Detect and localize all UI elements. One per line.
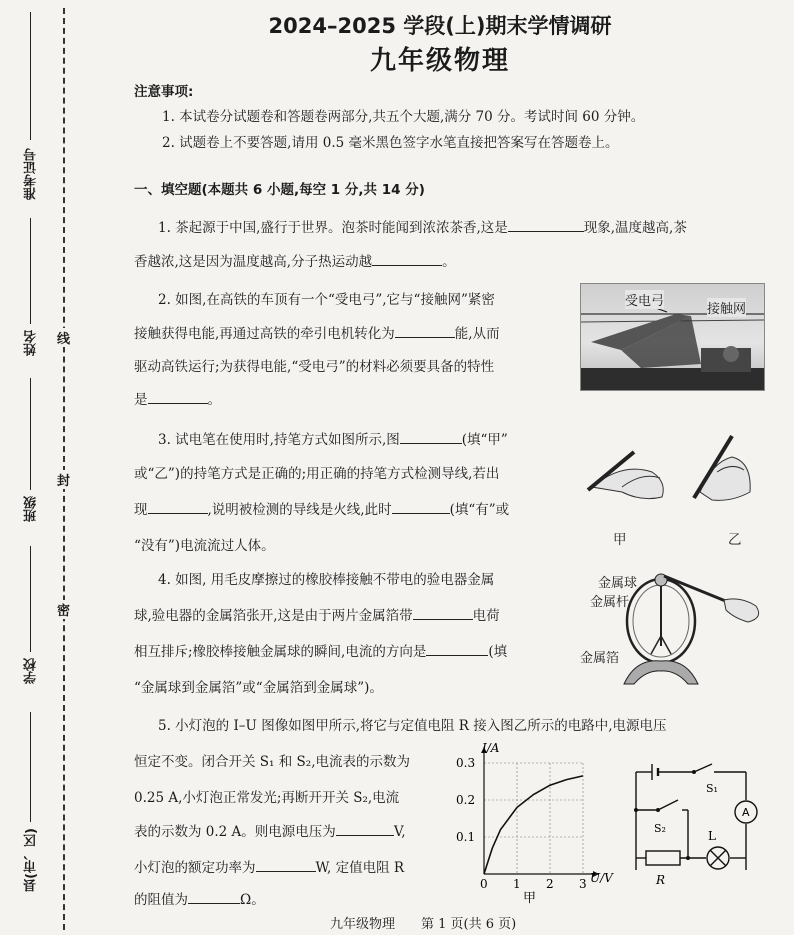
question-5-line-4	[134, 820, 406, 840]
q2-text-4a: 是	[134, 392, 148, 408]
q1-text-d: 。	[442, 254, 456, 270]
q5-text-4b: V,	[393, 824, 406, 840]
q1-text-b: 现象,温度越高,茶	[583, 220, 687, 236]
q3-text-1b: (填“甲”	[461, 432, 508, 448]
cut-line	[63, 8, 65, 930]
subject-title: 九年级物理	[369, 46, 510, 76]
question-3-line-1	[158, 428, 508, 448]
iu-curve	[484, 776, 583, 874]
q5-text-4a: 表的示数为 0.2 A。则电源电压为	[134, 824, 336, 840]
y-tick-label: 0.3	[456, 756, 476, 770]
exam-title: 2024–2025 学段(上)期末学情调研	[268, 14, 612, 38]
question-2-line-4	[134, 388, 221, 408]
chart-caption: 甲	[523, 891, 537, 906]
resistor-label: R	[656, 873, 666, 887]
q4-text-2b: 电荷	[472, 608, 500, 624]
chart-ticks	[456, 756, 587, 891]
seal-char-line: 线	[57, 328, 70, 347]
question-5-line-5	[134, 856, 404, 876]
q2-blank-1[interactable]	[395, 323, 455, 338]
question-5-line-1: 5. 小灯泡的 I–U 图像如图甲所示,将它与定值电阻 R 接入图乙所示的电路中,电源电压	[158, 718, 667, 734]
lamp-label: L	[708, 829, 716, 843]
seal-char-seal: 封	[57, 470, 70, 489]
question-5-line-6	[134, 888, 265, 908]
grip-yi-label: 乙	[728, 532, 742, 548]
class-label: 班级	[24, 496, 39, 522]
q5-blank-2[interactable]	[256, 857, 316, 872]
q5-text-5b: W, 定值电阻 R	[315, 860, 405, 876]
question-4-line-3	[134, 640, 507, 660]
chart-axes	[481, 747, 599, 877]
name-label: 姓名	[24, 330, 39, 356]
switch-s2-label: S₂	[654, 822, 666, 835]
page-footer: 九年级物理 第 1 页(共 6 页)	[330, 917, 517, 932]
q3-text-1a: 3. 试电笔在使用时,持笔方式如图所示,图	[158, 432, 400, 448]
binding-margin	[0, 0, 96, 935]
switch-s1-label: S₁	[706, 782, 718, 795]
grip-jia-drawing	[588, 452, 663, 499]
grip-yi-drawing	[694, 436, 750, 500]
pantograph-label: 受电弓	[625, 290, 664, 309]
q1-text-a: 1. 茶起源于中国,盛行于世界。泡茶时能闻到浓浓茶香,这是	[158, 220, 508, 236]
q1-text-c: 香越浓,这是因为温度越高,分子热运动越	[134, 254, 373, 270]
class-line	[30, 378, 31, 490]
q5-blank-3[interactable]	[188, 889, 240, 904]
y-tick-label: 0.2	[456, 793, 476, 807]
question-2-line-1: 2. 如图,在高铁的车顶有一个“受电弓”,它与“接触网”紧密	[158, 292, 495, 308]
q5-text-6a: 的阻值为	[134, 892, 188, 908]
iu-chart	[448, 740, 620, 906]
grip-jia-label: 甲	[613, 532, 627, 548]
question-4-line-2	[134, 604, 500, 624]
q5-blank-1[interactable]	[336, 821, 394, 836]
question-1-line-2	[134, 250, 456, 270]
q3-text-3a: 现	[134, 502, 148, 518]
q4-text-2a: 球,验电器的金属箔张开,这是由于两片金属箔带	[134, 608, 413, 624]
x-tick-label: 3	[579, 877, 587, 891]
q3-text-3b: ,说明被检测的导线是火线,此时	[207, 502, 392, 518]
school-line	[30, 546, 31, 652]
notes-heading: 注意事项:	[134, 84, 194, 100]
ammeter-label: A	[742, 806, 750, 819]
note-item-2: 2. 试题卷上不要答题,请用 0.5 毫米黑色签字水笔直接把答案写在答题卷上。	[162, 135, 619, 151]
note-item-1: 1. 本试卷分试题卷和答题卷两部分,共五个大题,满分 70 分。考试时间 60 分钟。	[162, 109, 645, 125]
metal-ball-label: 金属球	[598, 576, 638, 591]
y-tick-label: 0.1	[456, 830, 476, 844]
x-tick-label: 2	[546, 877, 554, 891]
circuit-diagram	[628, 760, 758, 900]
test-pen-grip-figures	[582, 432, 772, 522]
metal-foil-label: 金属箔	[580, 651, 620, 666]
q1-blank-1[interactable]	[508, 217, 584, 232]
question-2-line-2	[134, 322, 500, 342]
question-3-line-2: 或“乙”)的持笔方式是正确的;用正确的持笔方式检测导线,若出	[134, 466, 500, 482]
metal-rod-label: 金属杆	[590, 595, 630, 610]
section-heading: 一、填空题(本题共 6 小题,每空 1 分,共 14 分)	[134, 182, 425, 198]
question-3-line-3	[134, 498, 509, 518]
question-3-line-4: “没有”)电流流过人体。	[134, 538, 275, 554]
question-5-line-3: 0.25 A,小灯泡正常发光;再断开开关 S₂,电流	[134, 790, 400, 806]
question-1-line-1	[158, 216, 687, 236]
school-label: 学校	[24, 658, 39, 684]
question-4-line-4: “金属球到金属箔”或“金属箔到金属球”)。	[134, 680, 383, 696]
q2-text-2b: 能,从而	[454, 326, 500, 342]
exam-id-line	[30, 12, 31, 140]
q4-blank-1[interactable]	[413, 605, 473, 620]
q3-blank-3[interactable]	[392, 499, 450, 514]
q2-text-2a: 接触获得电能,再通过高铁的牵引电机转化为	[134, 326, 395, 342]
q4-blank-2[interactable]	[426, 641, 488, 656]
q5-text-6b: Ω。	[240, 892, 265, 908]
q2-text-4b: 。	[207, 392, 221, 408]
q3-blank-1[interactable]	[400, 429, 462, 444]
seal-char-secret: 密	[57, 600, 70, 619]
x-tick-label: 1	[513, 877, 521, 891]
name-line	[30, 218, 31, 324]
question-2-line-3: 驱动高铁运行;为获得电能,“受电弓”的材料必须要具备的特性	[134, 359, 495, 375]
question-4-line-1: 4. 如图, 用毛皮摩擦过的橡胶棒接触不带电的验电器金属	[158, 572, 495, 588]
q2-blank-2[interactable]	[148, 389, 208, 404]
q5-text-5a: 小灯泡的额定功率为	[134, 860, 256, 876]
county-line	[30, 712, 31, 822]
q3-blank-2[interactable]	[148, 499, 208, 514]
chart-x-label: U/V	[590, 871, 613, 885]
q1-blank-2[interactable]	[372, 251, 442, 266]
q4-text-3b: (填	[488, 644, 508, 660]
question-5-line-2: 恒定不变。闭合开关 S₁ 和 S₂,电流表的示数为	[134, 754, 410, 770]
q3-text-3c: (填“有”或	[449, 502, 510, 518]
q4-text-3a: 相互排斥;橡胶棒接触金属球的瞬间,电流的方向是	[134, 644, 427, 660]
x-tick-label: 0	[480, 877, 488, 891]
chart-y-label: I/A	[482, 741, 500, 755]
county-label: 县(市、区)	[24, 828, 39, 892]
exam-id-label: 准考证号	[24, 148, 39, 200]
pantograph-photo	[580, 283, 765, 391]
catenary-label: 接触网	[707, 298, 746, 317]
